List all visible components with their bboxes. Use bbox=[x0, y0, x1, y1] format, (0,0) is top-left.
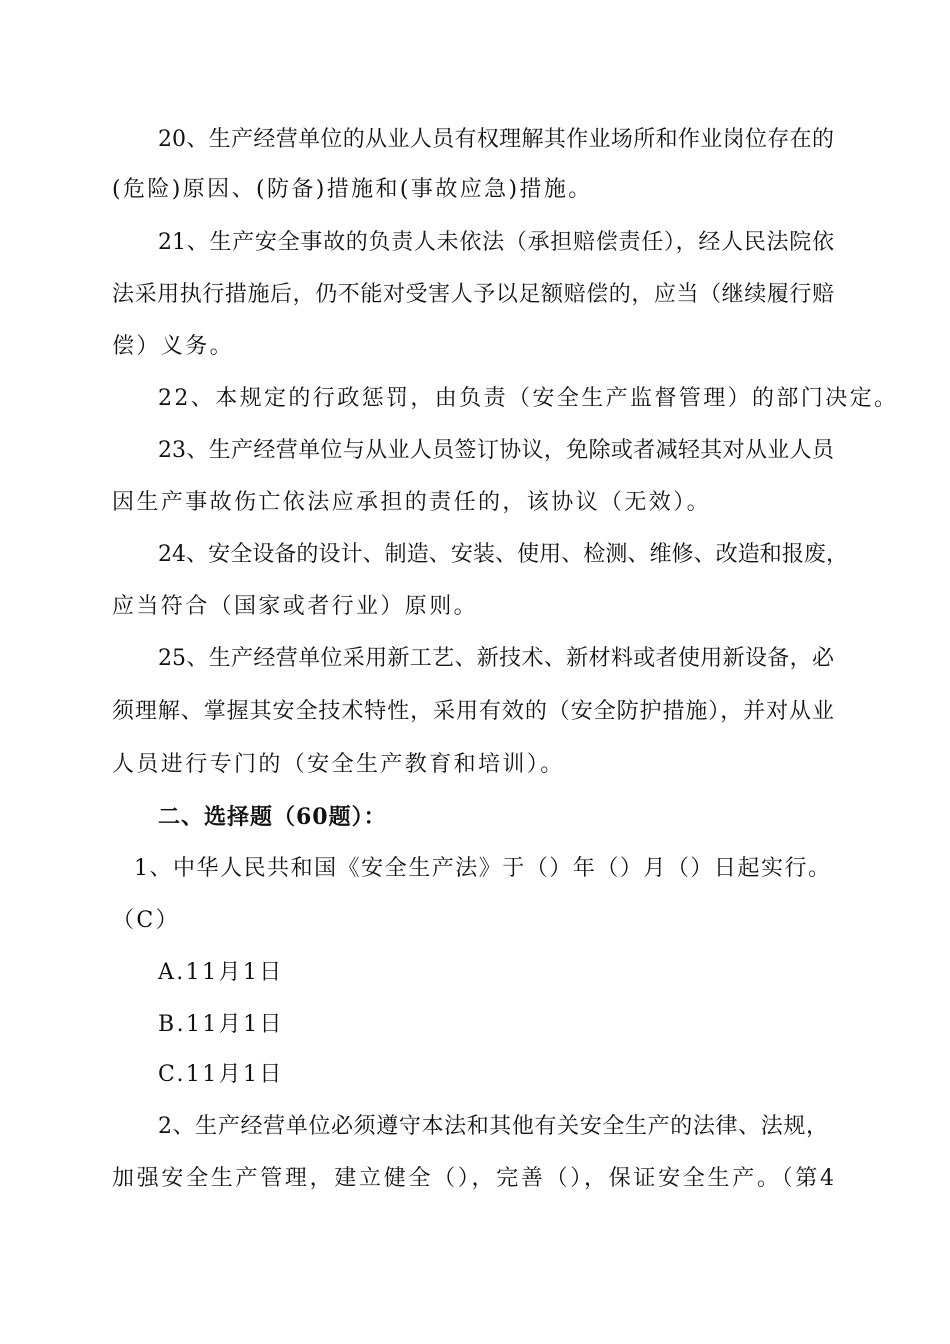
q25-line-1: 25、生产经营单位采用新工艺、新技术、新材料或者使用新设备，必 bbox=[158, 646, 834, 671]
q25-line-3: 人员进行专门的（安全生产教育和培训）。 bbox=[112, 752, 565, 777]
choice1-option-c: C.11月1日 bbox=[158, 1062, 284, 1087]
q21-line-3: 偿）义务。 bbox=[112, 334, 235, 359]
section-heading: 二、选择题（60题）： bbox=[158, 804, 387, 830]
choice1-option-a: A.11月1日 bbox=[158, 960, 284, 985]
q20-line-2: (危险)原因、(防备)措施和(事故应急)措施。 bbox=[112, 177, 593, 202]
choice1-line-2: （C） bbox=[112, 908, 181, 933]
q21-line-2: 法采用执行措施后，仍不能对受害人予以足额赔偿的，应当（继续履行赔 bbox=[112, 282, 834, 307]
q23-line-1: 23、生产经营单位与从业人员签订协议，免除或者减轻其对从业人员 bbox=[158, 438, 834, 463]
q23-line-2: 因生产事故伤亡依法应承担的责任的，该协议（无效）。 bbox=[112, 490, 712, 515]
choice2-line-1: 2、生产经营单位必须遵守本法和其他有关安全生产的法律、法规， bbox=[158, 1114, 828, 1139]
q25-line-2: 须理解、掌握其安全技术特性，采用有效的（安全防护措施），并对从业 bbox=[112, 699, 834, 724]
choice1-line-1: 1、中华人民共和国《安全生产法》于（）年（）月（）日起实行。 bbox=[134, 856, 830, 881]
q24-line-1: 24、安全设备的设计、制造、安装、使用、检测、维修、改造和报废， bbox=[158, 542, 848, 567]
choice2-line-2: 加强安全生产管理，建立健全（），完善（），保证安全生产。（第4 bbox=[112, 1166, 834, 1191]
q22-line-1: 22、本规定的行政惩罚，由负责（安全生产监督管理）的部门决定。 bbox=[158, 386, 899, 411]
q20-line-1: 20、生产经营单位的从业人员有权理解其作业场所和作业岗位存在的 bbox=[158, 127, 834, 152]
q24-line-2: 应当符合（国家或者行业）原则。 bbox=[112, 594, 479, 619]
q21-line-1: 21、生产安全事故的负责人未依法（承担赔偿责任），经人民法院依 bbox=[158, 230, 834, 255]
choice1-option-b: B.11月1日 bbox=[158, 1012, 284, 1037]
